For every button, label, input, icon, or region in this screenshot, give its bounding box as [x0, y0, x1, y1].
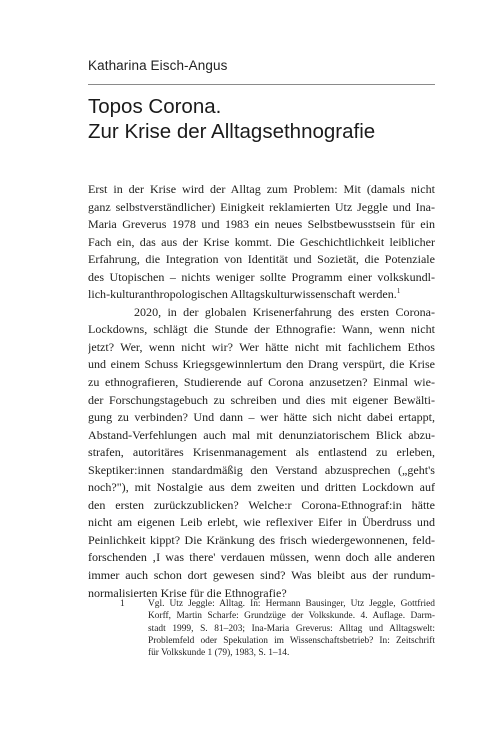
text-line: Skeptiker:innen standardmäßig den Verstand abzusprechen („geht's	[88, 462, 435, 477]
text-line: Lockdowns, schlägt die Stunde der Ethnografie: Wann, wenn nicht	[88, 322, 435, 337]
title-line-1: Topos Corona.	[88, 95, 222, 118]
text-line: der Forschungstagebuch zu schreiben und dies mit eigener Bewälti-	[88, 392, 435, 407]
footnote-line: Vgl. Utz Jeggle: Alltag. In: Hermann Bausinger, Utz Jeggle, Gottfried	[148, 599, 435, 609]
text-line: jetzt? Wer, wenn nicht wir? Wer hätte nicht mit fachlichem Ethos	[88, 339, 435, 354]
text-line: Maria Greverus 1978 und 1983 ein neues Selbstbewusstsein für ein	[88, 217, 435, 232]
footnote-line: stadt 1999, S. 81–203; Ina-Maria Greverus: Alltag und Alltagswelt:	[148, 623, 435, 634]
text-line: des Utopischen – nichts weniger sollte Programm einer volkskundl-	[88, 269, 435, 284]
text-line: Peinlichkeit kippt? Die Kränkung des frisch wiedergewonnenen, feld-	[88, 532, 435, 547]
footnote-line: Korff, Martin Scharfe: Grundzüge der Volkskunde. 4. Auflage. Darm-	[148, 611, 435, 622]
footnote-line: für Volkskunde 1 (79), 1983, S. 1–14.	[148, 648, 290, 659]
text-line: normalisierten Krise für die Ethnografie?	[88, 585, 287, 600]
footnote-marker[interactable]: 1	[396, 287, 401, 296]
footnote-number: 1	[120, 599, 125, 609]
body-text	[88, 181, 435, 602]
text-line: immer auch schon dort gewesen sind? Was bleibt aus der rundum-	[88, 568, 435, 583]
text-line	[88, 286, 435, 304]
text-line: zu ethnografieren, Studierende auf Corona anzusetzen? Einmal wie-	[88, 375, 435, 390]
text-line-content: lich-kulturanthropologischen Alltagskulturwissenschaft werden.	[88, 287, 397, 302]
text-line: nicht am eigenen Leib erlebt, wie reflexiver Eifer in Überdruss und	[88, 515, 435, 530]
text-line: Fach ein, das aus der Krise kommt. Die Geschichtlichkeit leiblicher	[88, 234, 435, 249]
paragraph-1	[88, 181, 435, 304]
author-name: Katharina Eisch-Angus	[88, 58, 228, 73]
text-line: noch?"), mit Nostalgie aus dem zweiten und dritten Lockdown auf	[88, 480, 435, 495]
footnote-line: Problemfeld oder Spekulation im Wissenschaftsbetrieb? In: Zeitschrift	[148, 635, 435, 646]
text-line: gung zu verbinden? Und dann – wer hätte sich nicht dabei ertappt,	[88, 410, 435, 425]
chapter-title	[88, 94, 448, 144]
text-line: ganz selbstverständlicher) Einigkeit reklamierten Utz Jeggle und Ina-	[88, 199, 435, 214]
title-line-2: Zur Krise der Alltagsethnografie	[88, 120, 376, 143]
footnote-text	[148, 598, 435, 659]
text-line: Abstand-Verfehlungen auch mal mit denunziatorischem Blick abzu-	[88, 427, 435, 442]
text-line: forschenden ‚I was there' verdauen müssen, wenn doch alle anderen	[88, 550, 435, 565]
paragraph-2	[88, 304, 435, 602]
header-rule	[88, 84, 435, 85]
text-line: 2020, in der globalen Krisenerfahrung des ersten Corona-	[134, 304, 435, 319]
text-line: den ersten zurückzublicken? Welche:r Corona-Ethnograf:in hätte	[88, 497, 435, 512]
text-line: und einem Schuss Kriegsgewinnlertum den Drang verspürt, die Krise	[88, 357, 435, 372]
text-line: Erst in der Krise wird der Alltag zum Problem: Mit (damals nicht	[88, 182, 435, 196]
text-line: Erfahrung, die Integration von Identität und Sozietät, die Potenziale	[88, 252, 435, 267]
text-line: strafen, autoritäres Krisenmanagement als entlastend zu erleben,	[88, 445, 435, 460]
